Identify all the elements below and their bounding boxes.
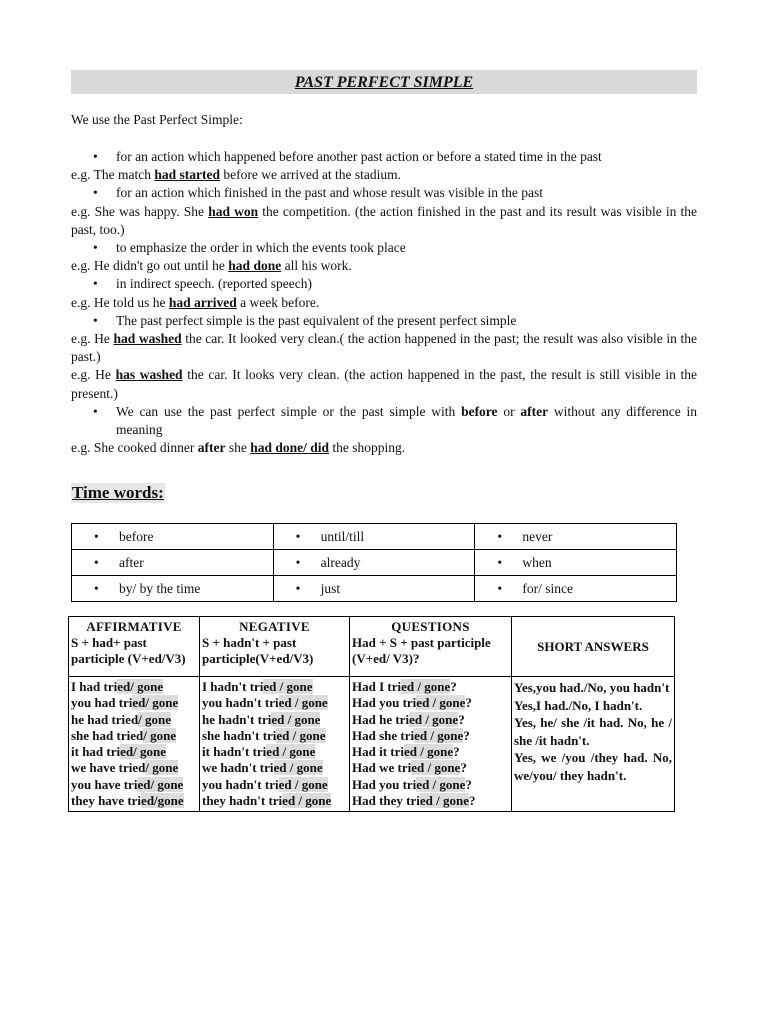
time-words-table xyxy=(71,523,677,602)
questions-column xyxy=(350,677,512,812)
usage-example: e.g. He had washed the car. It looked very clean.( the action happened in the past; the result was also visible in the past.) xyxy=(71,331,697,365)
list-item: Yes, we /you /they had. No, we/you/ they hadn't. xyxy=(514,750,672,783)
list-item: she had tried/ gone xyxy=(71,727,177,743)
table-cell: • never xyxy=(475,524,677,550)
table-row xyxy=(69,677,675,812)
table-cell: • by/ by the time xyxy=(72,576,274,602)
usage-bullet: • in indirect speech. (reported speech) xyxy=(71,275,697,293)
page-title: PAST PERFECT SIMPLE xyxy=(71,70,697,94)
list-item: Had he tried / gone? xyxy=(352,711,465,727)
negative-column xyxy=(200,677,350,812)
list-item: he hadn't tried / gone xyxy=(202,711,321,727)
example-verb: had washed xyxy=(113,331,182,347)
list-item: Yes,I had./No, I hadn't. xyxy=(514,697,643,713)
usage-example: e.g. The match had started before we arrived at the stadium. xyxy=(71,167,402,183)
table-cell: • when xyxy=(475,550,677,576)
list-item: I hadn't tried / gone xyxy=(202,679,313,694)
list-item: you have tried/ gone xyxy=(71,776,184,792)
affirmative-column xyxy=(69,677,200,812)
short-answers-header: SHORT ANSWERS xyxy=(512,617,675,677)
list-item: you hadn't tried / gone xyxy=(202,776,328,792)
list-item: Yes, he/ she /it had. No, he / she /it hadn't. xyxy=(514,715,672,748)
table-row xyxy=(72,576,677,602)
list-item: Yes,you had./No, you hadn't xyxy=(514,680,670,695)
usage-bullet: • to emphasize the order in which the events took place xyxy=(71,239,697,257)
table-cell: • after xyxy=(72,550,274,576)
list-item: he had tried/ gone xyxy=(71,711,172,727)
list-item: it hadn't tried / gone xyxy=(202,744,316,760)
list-item: they hadn't tried / gone xyxy=(202,793,332,809)
list-item: I had tried/ gone xyxy=(71,679,164,694)
list-item: she hadn't tried / gone xyxy=(202,727,326,743)
table-cell: • until/till xyxy=(273,524,475,550)
example-verb: had won xyxy=(208,203,259,219)
example-verb: has washed xyxy=(115,367,183,383)
usage-example: e.g. She was happy. She had won the competition. (the action finished in the past and its result was visible in the past, too.) xyxy=(71,203,697,237)
list-item: Had it tried / gone? xyxy=(352,744,460,760)
list-item: it had tried/ gone xyxy=(71,744,166,760)
short-answers-column xyxy=(512,677,675,812)
usage-bullet: • for an action which finished in the past and whose result was visible in the past xyxy=(71,184,697,202)
usage-example: e.g. He told us he had arrived a week before. xyxy=(71,294,320,310)
negative-header: NEGATIVE S + hadn't + past participle(V+ed/V3) xyxy=(200,617,350,677)
list-item: Had you tried / gone? xyxy=(352,776,472,792)
grammar-table xyxy=(68,616,675,812)
table-header-row xyxy=(69,617,675,677)
table-cell: • before xyxy=(72,524,274,550)
page xyxy=(71,70,697,602)
questions-header: QUESTIONS Had + S + past participle (V+ed/ V3)? xyxy=(350,617,512,677)
list-item: you had tried/ gone xyxy=(71,695,179,711)
usage-example: e.g. He didn't go out until he had done all his work. xyxy=(71,258,352,274)
list-item: Had she tried / gone? xyxy=(352,727,470,743)
list-item: we hadn't tried / gone xyxy=(202,760,323,776)
list-item: they have tried/gone xyxy=(71,793,184,809)
table-cell: • just xyxy=(273,576,475,602)
table-row xyxy=(72,550,677,576)
list-item: Had you tried / gone? xyxy=(352,695,472,711)
usage-list xyxy=(71,148,697,457)
example-verb: had done/ did xyxy=(250,440,329,456)
usage-example: e.g. She cooked dinner after she had done/ did the shopping. xyxy=(71,440,406,456)
example-verb: had started xyxy=(154,167,220,183)
affirmative-header: AFFIRMATIVE S + had+ past participle (V+ed/V3) xyxy=(69,617,200,677)
usage-bullet: • The past perfect simple is the past equivalent of the present perfect simple xyxy=(71,312,697,330)
table-cell: • for/ since xyxy=(475,576,677,602)
list-item: Had they tried / gone? xyxy=(352,793,476,809)
table-cell: • already xyxy=(273,550,475,576)
table-row xyxy=(72,524,677,550)
usage-bullet: • We can use the past perfect simple or the past simple with before or after without any difference in meaning xyxy=(71,403,697,439)
example-verb: had done xyxy=(228,258,282,274)
time-words-heading: Time words: xyxy=(72,483,164,503)
usage-bullet: • for an action which happened before another past action or before a stated time in the past xyxy=(71,148,697,166)
usage-example: e.g. He has washed the car. It looks very clean. (the action happened in the past, the result is still visible in the present.) xyxy=(71,367,698,401)
list-item: you hadn't tried / gone xyxy=(202,695,328,711)
list-item: Had I tried / gone? xyxy=(352,679,457,694)
list-item: Had we tried / gone? xyxy=(352,760,467,776)
example-verb: had arrived xyxy=(168,294,237,310)
list-item: we have tried/ gone xyxy=(71,760,179,776)
intro-text: We use the Past Perfect Simple: xyxy=(71,112,243,127)
